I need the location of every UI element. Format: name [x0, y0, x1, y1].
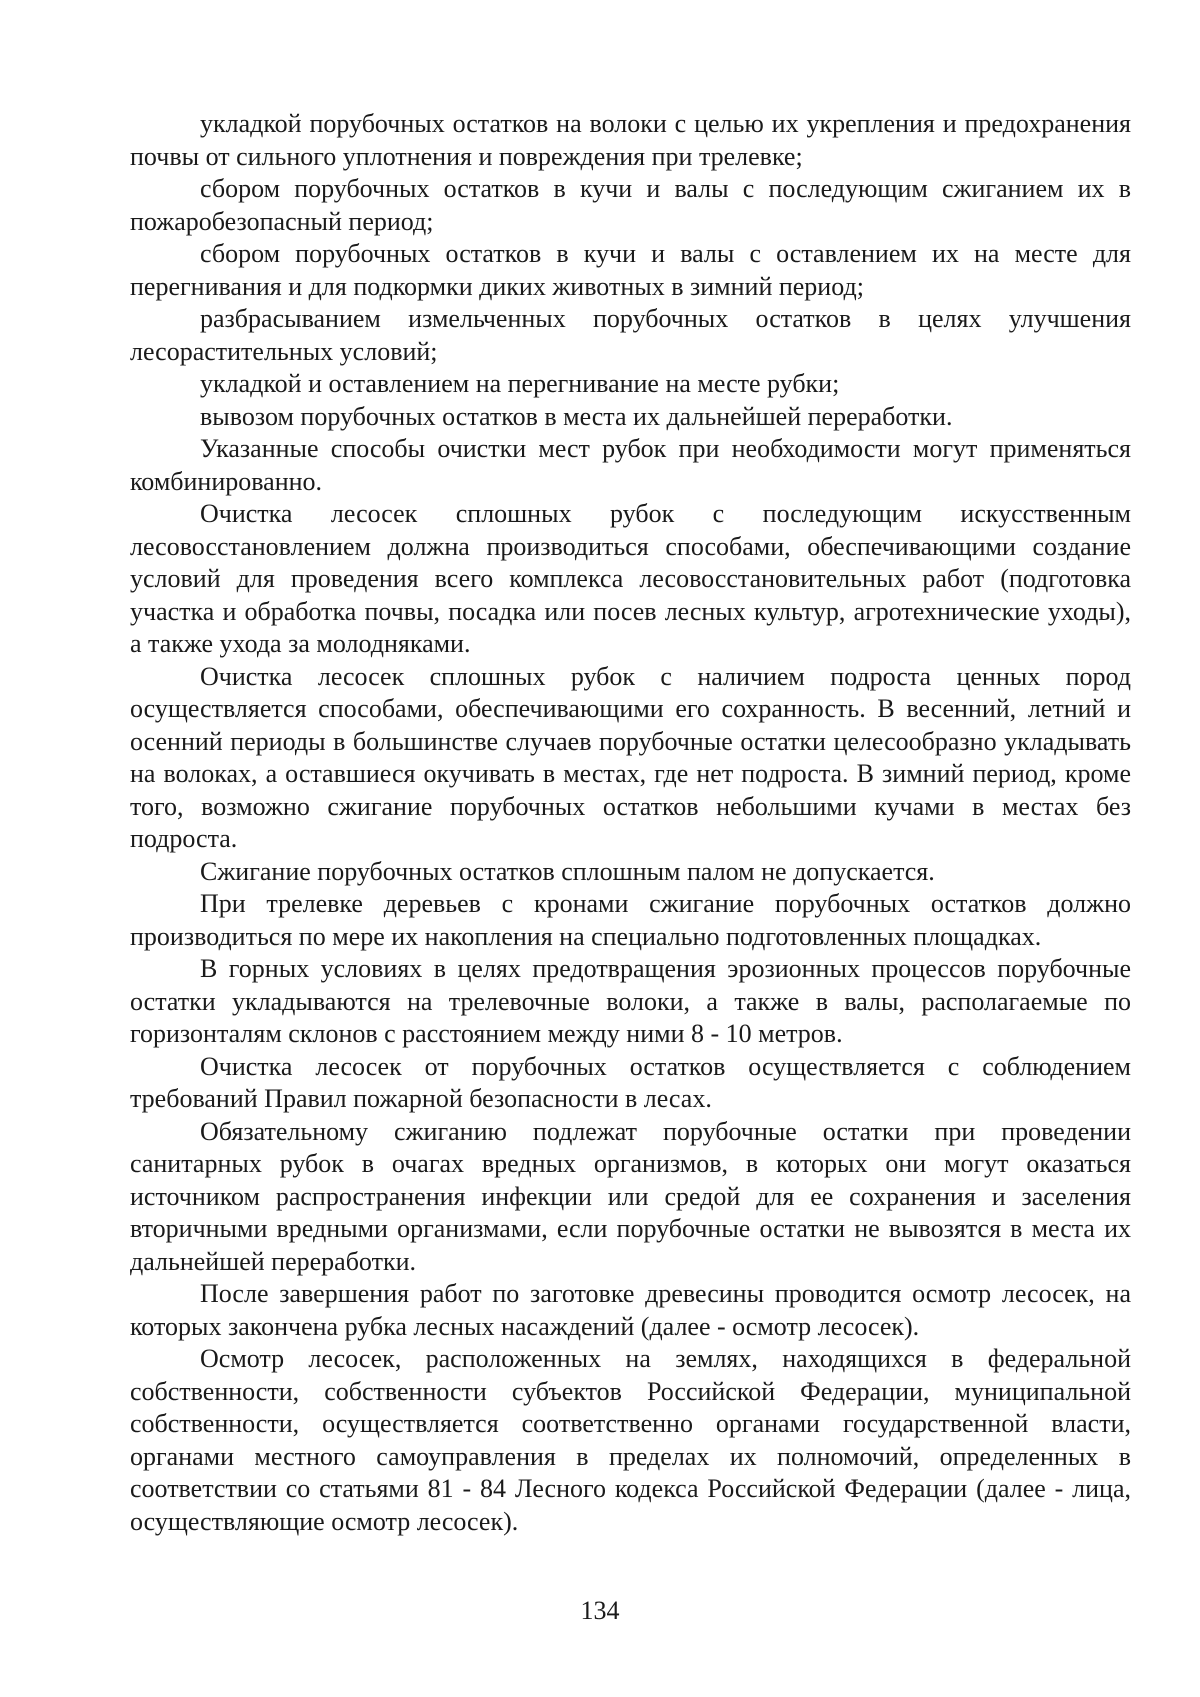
- paragraph: сбором порубочных остатков в кучи и валы с последующим сжиганием их в пожаробезопасный период;: [130, 174, 1131, 236]
- paragraph: разбрасыванием измельченных порубочных остатков в целях улучшения лесорастительных условий;: [130, 304, 1131, 366]
- paragraph: укладкой порубочных остатков на волоки с целью их укрепления и предохранения почвы от сильного уплотнения и повреждения при трелевке;: [130, 109, 1131, 171]
- paragraph: Очистка лесосек от порубочных остатков осуществляется с соблюдением требований Правил пожарной безопасности в лесах.: [130, 1051, 1131, 1113]
- paragraph: сбором порубочных остатков в кучи и валы с оставлением их на месте для перегнивания и для подкормки диких животных в зимний период;: [130, 239, 1131, 301]
- paragraph: В горных условиях в целях предотвращения эрозионных процессов порубочные остатки укладываются на трелевочные волоки, а также в валы, располагаемые по горизонталям склонов с расстоянием между ними 8 - 10 метров.: [130, 954, 1131, 1048]
- page-body: [130, 108, 1131, 1538]
- paragraph: Очистка лесосек сплошных рубок с последующим искусственным лесовосстановлением должна производиться способами, обеспечивающими создание условий для проведения всего комплекса лесовосстановительных работ (подготовка участка и обработка почвы, посадка или посев лесных культур, агротехнические уходы), а также ухода за молодняками.: [130, 499, 1131, 658]
- paragraph: Очистка лесосек сплошных рубок с наличием подроста ценных пород осуществляется способами, обеспечивающими его сохранность. В весенний, летний и осенний периоды в большинстве случаев порубочные остатки целесообразно укладывать на волоках, а оставшиеся окучивать в местах, где нет подроста. В зимний период, кроме того, возможно сжигание порубочных остатков небольшими кучами в местах без подроста.: [130, 661, 1131, 853]
- paragraph: Обязательному сжиганию подлежат порубочные остатки при проведении санитарных рубок в очагах вредных организмов, в которых они могут оказаться источником распространения инфекции или средой для ее сохранения и заселения вторичными вредными организмами, если порубочные остатки не вывозятся в места их дальнейшей переработки.: [130, 1116, 1131, 1276]
- paragraph: Указанные способы очистки мест рубок при необходимости могут применяться комбинированно.: [130, 434, 1131, 496]
- paragraph: Осмотр лесосек, расположенных на землях, находящихся в федеральной собственности, собственности субъектов Российской Федерации, муниципальной собственности, осуществляется соответственно органами государственной власти, органами местного самоуправления в пределах их полномочий, определенных в соответствии со статьями 81 - 84 Лесного кодекса Российской Федерации (далее - лица, осуществляющие осмотр лесосек).: [130, 1344, 1131, 1536]
- page-number: 134: [580, 1596, 620, 1625]
- paragraph: После завершения работ по заготовке древесины проводится осмотр лесосек, на которых закончена рубка лесных насаждений (далее - осмотр лесосек).: [130, 1279, 1131, 1341]
- paragraph: вывозом порубочных остатков в места их дальнейшей переработки.: [200, 401, 953, 431]
- paragraph: Сжигание порубочных остатков сплошным палом не допускается.: [200, 856, 935, 886]
- paragraph: При трелевке деревьев с кронами сжигание порубочных остатков должно производиться по мере их накопления на специально подготовленных площадках.: [130, 889, 1131, 951]
- paragraph: укладкой и оставлением на перегнивание на месте рубки;: [200, 369, 840, 398]
